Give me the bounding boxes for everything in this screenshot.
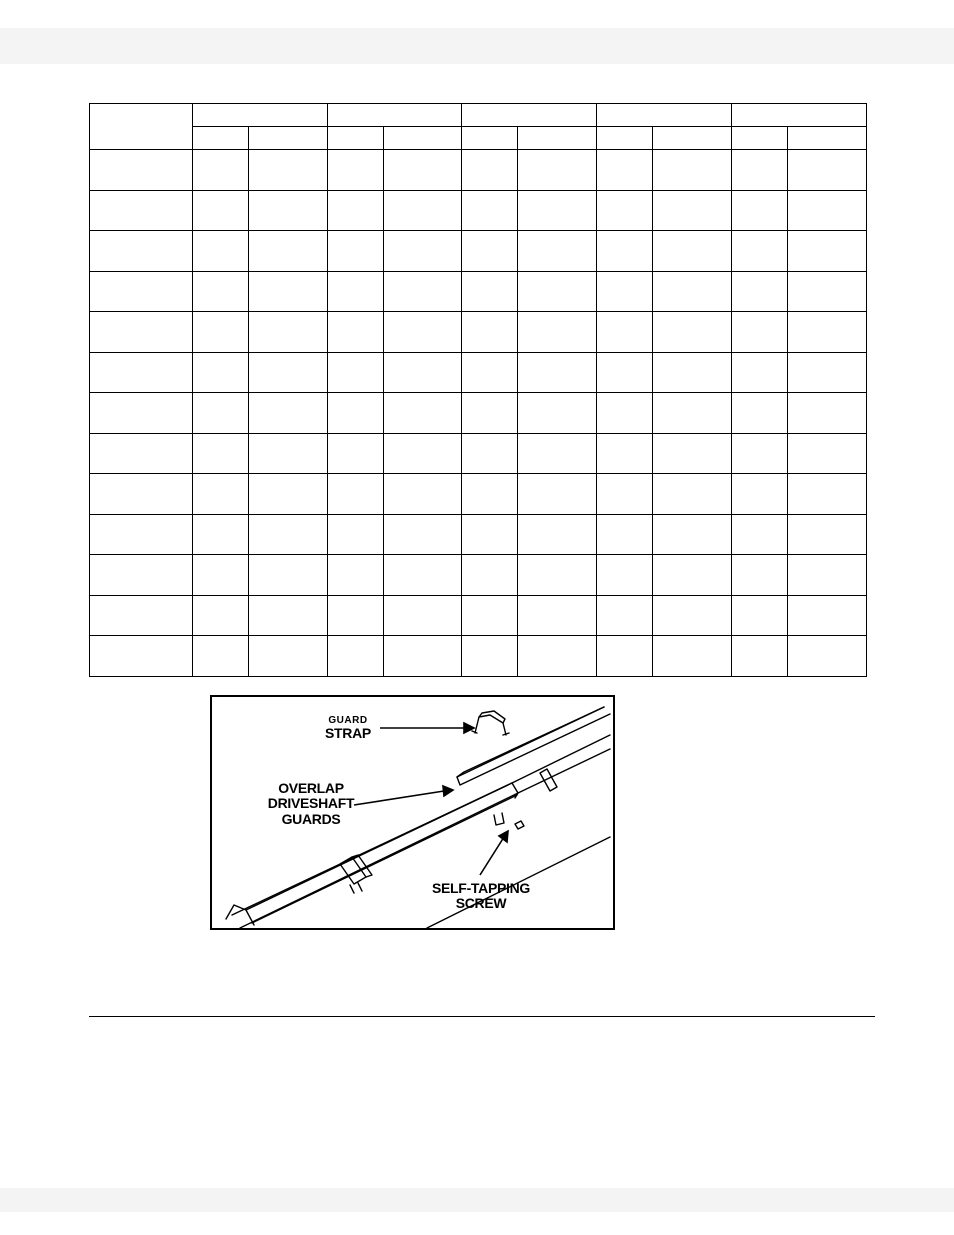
subheader-cell (384, 127, 462, 150)
table-row (90, 150, 867, 191)
table-cell (249, 393, 328, 434)
table-cell (384, 150, 462, 191)
table-cell (462, 150, 518, 191)
table-cell (788, 231, 867, 272)
table-cell (788, 636, 867, 677)
overlap-label-line1: OVERLAP (278, 780, 344, 796)
table-row (90, 595, 867, 636)
table-cell (90, 190, 193, 231)
table-cell (732, 393, 788, 434)
table-cell (653, 231, 732, 272)
table-cell (249, 555, 328, 596)
table-cell (653, 433, 732, 474)
table-cell (328, 514, 384, 555)
table-cell (328, 555, 384, 596)
table-cell (597, 474, 653, 515)
table-cell (518, 352, 597, 393)
table-row (90, 393, 867, 434)
table-cell (384, 312, 462, 353)
table-cell (732, 190, 788, 231)
table-cell (462, 231, 518, 272)
specification-table (89, 103, 867, 677)
table-cell (653, 312, 732, 353)
table-cell (384, 190, 462, 231)
table-cell (518, 514, 597, 555)
subheader-cell (462, 127, 518, 150)
table-cell (518, 150, 597, 191)
table-cell (732, 636, 788, 677)
table-cell (597, 393, 653, 434)
table-row (90, 636, 867, 677)
group-header-cell (462, 104, 597, 127)
overlap-driveshaft-guards-label (264, 781, 358, 827)
overlap-label-line2: DRIVESHAFT (267, 795, 355, 812)
table-cell (249, 595, 328, 636)
table-cell (193, 231, 249, 272)
table-cell (193, 271, 249, 312)
table-cell (653, 555, 732, 596)
table-row (90, 474, 867, 515)
table-cell (328, 393, 384, 434)
table-cell (597, 271, 653, 312)
table-cell (249, 190, 328, 231)
table-cell (518, 271, 597, 312)
table-cell (193, 555, 249, 596)
table-cell (193, 393, 249, 434)
table-cell (788, 514, 867, 555)
table-row (90, 555, 867, 596)
subheader-cell (653, 127, 732, 150)
table-cell (653, 393, 732, 434)
table-cell (518, 555, 597, 596)
table-cell (90, 636, 193, 677)
table-cell (384, 271, 462, 312)
table-cell (732, 312, 788, 353)
table-cell (518, 433, 597, 474)
guard-strap-label (312, 715, 384, 741)
table-cell (518, 393, 597, 434)
table-cell (462, 271, 518, 312)
table-cell (462, 190, 518, 231)
table-cell (653, 150, 732, 191)
table-cell (653, 474, 732, 515)
table-cell (597, 433, 653, 474)
table-cell (462, 636, 518, 677)
table-cell (518, 474, 597, 515)
table-cell (518, 595, 597, 636)
subheader-cell (518, 127, 597, 150)
table-cell (788, 433, 867, 474)
table-cell (328, 271, 384, 312)
table-cell (597, 636, 653, 677)
table-cell (732, 150, 788, 191)
table-cell (249, 312, 328, 353)
table-row (90, 190, 867, 231)
table-cell (653, 352, 732, 393)
table-cell (518, 190, 597, 231)
table-row (90, 312, 867, 353)
table-cell (462, 595, 518, 636)
table-cell (193, 150, 249, 191)
table-cell (193, 595, 249, 636)
screw-label-line2: SCREW (455, 895, 507, 912)
table-cell (653, 636, 732, 677)
subheader-cell (249, 127, 328, 150)
table-cell (462, 514, 518, 555)
table-cell (597, 312, 653, 353)
table-cell (193, 190, 249, 231)
table-cell (90, 231, 193, 272)
table-cell (788, 595, 867, 636)
table-cell (462, 555, 518, 596)
table-cell (90, 352, 193, 393)
table-cell (653, 595, 732, 636)
table-cell (90, 474, 193, 515)
table-cell (384, 595, 462, 636)
table-cell (384, 433, 462, 474)
table-cell (732, 433, 788, 474)
table-cell (193, 636, 249, 677)
table-cell (90, 271, 193, 312)
screw-label-line1: SELF-TAPPING (431, 880, 531, 896)
horizontal-rule (89, 1016, 875, 1017)
group-header-cell (328, 104, 462, 127)
table-cell (249, 352, 328, 393)
table-cell (328, 190, 384, 231)
table-row (90, 514, 867, 555)
table-cell (90, 595, 193, 636)
table-cell (384, 636, 462, 677)
table-cell (193, 352, 249, 393)
table-cell (518, 636, 597, 677)
table-cell (90, 150, 193, 191)
table-cell (193, 312, 249, 353)
table-cell (90, 393, 193, 434)
footer-band (0, 1188, 954, 1212)
table-cell (462, 312, 518, 353)
table-cell (653, 190, 732, 231)
table-cell (328, 636, 384, 677)
table-header-row (90, 104, 867, 127)
table-cell (90, 555, 193, 596)
table-cell (249, 150, 328, 191)
table-cell (732, 352, 788, 393)
table-cell (249, 231, 328, 272)
table-cell (597, 595, 653, 636)
table-row (90, 433, 867, 474)
table-cell (462, 433, 518, 474)
self-tapping-screw-label (422, 881, 540, 912)
table-row (90, 231, 867, 272)
subheader-cell (597, 127, 653, 150)
table-corner-cell (90, 104, 193, 150)
table-cell (597, 150, 653, 191)
table-cell (249, 514, 328, 555)
table-cell (90, 514, 193, 555)
table-cell (788, 190, 867, 231)
table-cell (193, 433, 249, 474)
subheader-cell (732, 127, 788, 150)
table-cell (249, 433, 328, 474)
table-cell (732, 595, 788, 636)
table-cell (384, 555, 462, 596)
table-cell (518, 312, 597, 353)
table-cell (653, 271, 732, 312)
table-cell (193, 514, 249, 555)
table-cell (249, 474, 328, 515)
table-cell (788, 352, 867, 393)
header-band (0, 28, 954, 64)
table-cell (462, 393, 518, 434)
table-cell (328, 352, 384, 393)
table-cell (653, 514, 732, 555)
table-cell (249, 271, 328, 312)
driveshaft-guard-illustration (210, 695, 615, 930)
table-cell (328, 231, 384, 272)
table-cell (597, 514, 653, 555)
table-cell (328, 595, 384, 636)
table-cell (788, 555, 867, 596)
table-cell (788, 312, 867, 353)
table-row (90, 352, 867, 393)
subheader-cell (193, 127, 249, 150)
table-subheader-row (90, 127, 867, 150)
table-cell (788, 271, 867, 312)
guard-strap-label-line2: STRAP (325, 725, 371, 741)
group-header-cell (193, 104, 328, 127)
table-cell (384, 393, 462, 434)
table-cell (462, 352, 518, 393)
subheader-cell (328, 127, 384, 150)
table-cell (193, 474, 249, 515)
table-cell (732, 474, 788, 515)
table-row (90, 271, 867, 312)
table-cell (462, 474, 518, 515)
table-cell (732, 271, 788, 312)
table-cell (732, 555, 788, 596)
table-cell (597, 190, 653, 231)
table-cell (328, 312, 384, 353)
table-cell (90, 433, 193, 474)
table-cell (328, 474, 384, 515)
table-cell (788, 393, 867, 434)
group-header-cell (732, 104, 867, 127)
table-cell (597, 352, 653, 393)
table-cell (597, 231, 653, 272)
table-cell (732, 514, 788, 555)
table-cell (384, 474, 462, 515)
table-cell (597, 555, 653, 596)
subheader-cell (788, 127, 867, 150)
table-cell (328, 150, 384, 191)
overlap-label-line3: GUARDS (281, 810, 341, 827)
table-cell (788, 150, 867, 191)
table-cell (249, 636, 328, 677)
table-cell (788, 474, 867, 515)
table-cell (384, 514, 462, 555)
table-cell (518, 231, 597, 272)
group-header-cell (597, 104, 732, 127)
guard-strap-label-line1: GUARD (328, 715, 368, 726)
table-cell (384, 231, 462, 272)
table-cell (732, 231, 788, 272)
table-cell (90, 312, 193, 353)
table-cell (328, 433, 384, 474)
table-cell (384, 352, 462, 393)
